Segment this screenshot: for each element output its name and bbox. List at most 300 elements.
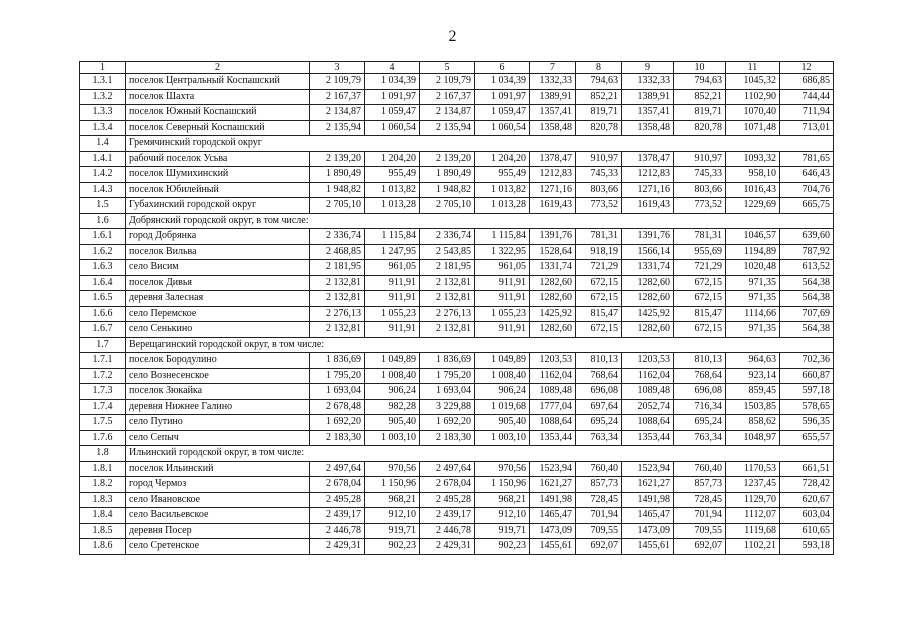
value-cell: 970,56 <box>365 461 420 477</box>
value-cell: 1048,97 <box>726 430 780 446</box>
value-cell: 721,29 <box>674 260 726 276</box>
value-cell: 686,85 <box>780 74 834 90</box>
value-cell: 852,21 <box>576 89 622 105</box>
value-cell: 2 678,04 <box>310 477 365 493</box>
value-cell: 701,94 <box>674 508 726 524</box>
row-id-cell: 1.7.1 <box>80 353 126 369</box>
value-cell: 1473,09 <box>622 523 674 539</box>
value-cell: 971,35 <box>726 291 780 307</box>
group-header-row <box>80 136 834 152</box>
value-cell: 1 013,28 <box>365 198 420 214</box>
table-row <box>80 120 834 136</box>
settlement-name-cell: город Добрянка <box>126 229 310 245</box>
value-cell: 2 132,81 <box>420 322 475 338</box>
value-cell: 768,64 <box>576 368 622 384</box>
value-cell: 1212,83 <box>622 167 674 183</box>
table-row <box>80 151 834 167</box>
value-cell: 564,38 <box>780 291 834 307</box>
value-cell: 2 446,78 <box>310 523 365 539</box>
value-cell: 968,21 <box>365 492 420 508</box>
value-cell: 1212,83 <box>530 167 576 183</box>
value-cell: 2 468,85 <box>310 244 365 260</box>
value-cell: 1777,04 <box>530 399 576 415</box>
value-cell: 2 429,31 <box>420 539 475 555</box>
table-row <box>80 291 834 307</box>
table-row <box>80 275 834 291</box>
table-row <box>80 353 834 369</box>
value-cell: 1114,66 <box>726 306 780 322</box>
value-cell: 709,55 <box>576 523 622 539</box>
value-cell: 1528,64 <box>530 244 576 260</box>
value-cell: 1 008,40 <box>365 368 420 384</box>
value-cell: 810,13 <box>576 353 622 369</box>
value-cell: 2 183,30 <box>310 430 365 446</box>
value-cell: 2 134,87 <box>310 105 365 121</box>
value-cell: 2 109,79 <box>310 74 365 90</box>
value-cell: 1271,16 <box>622 182 674 198</box>
value-cell: 1 836,69 <box>420 353 475 369</box>
column-number-cell: 4 <box>365 62 420 74</box>
column-number-cell: 12 <box>780 62 834 74</box>
row-id-cell: 1.3.2 <box>80 89 126 105</box>
value-cell: 773,52 <box>576 198 622 214</box>
value-cell: 1282,60 <box>530 322 576 338</box>
column-number-cell: 6 <box>475 62 530 74</box>
value-cell: 672,15 <box>576 291 622 307</box>
value-cell: 646,43 <box>780 167 834 183</box>
value-cell: 1088,64 <box>530 415 576 431</box>
value-cell: 923,14 <box>726 368 780 384</box>
value-cell: 1353,44 <box>530 430 576 446</box>
value-cell: 2 276,13 <box>420 306 475 322</box>
value-cell: 672,15 <box>576 322 622 338</box>
column-number-cell: 3 <box>310 62 365 74</box>
table-row <box>80 229 834 245</box>
column-number-cell: 8 <box>576 62 622 74</box>
value-cell: 701,94 <box>576 508 622 524</box>
value-cell: 2 705,10 <box>420 198 475 214</box>
value-cell: 955,69 <box>674 244 726 260</box>
settlement-name-cell: поселок Зюкайка <box>126 384 310 400</box>
value-cell: 961,05 <box>475 260 530 276</box>
value-cell: 919,71 <box>475 523 530 539</box>
value-cell: 1 204,20 <box>475 151 530 167</box>
row-id-cell: 1.4.3 <box>80 182 126 198</box>
value-cell: 1088,64 <box>622 415 674 431</box>
value-cell: 1045,32 <box>726 74 780 90</box>
settlement-name-cell: поселок Северный Коспашский <box>126 120 310 136</box>
row-id-cell: 1.4.2 <box>80 167 126 183</box>
value-cell: 2 109,79 <box>420 74 475 90</box>
value-cell: 1112,07 <box>726 508 780 524</box>
column-number-cell: 1 <box>80 62 126 74</box>
value-cell: 961,05 <box>365 260 420 276</box>
value-cell: 1 013,82 <box>475 182 530 198</box>
value-cell: 1 060,54 <box>475 120 530 136</box>
value-cell: 794,63 <box>576 74 622 90</box>
row-id-cell: 1.6.1 <box>80 229 126 245</box>
value-cell: 2 543,85 <box>420 244 475 260</box>
value-cell: 819,71 <box>674 105 726 121</box>
table-row <box>80 384 834 400</box>
settlement-name-cell: поселок Центральный Коспашский <box>126 74 310 90</box>
value-cell: 910,97 <box>576 151 622 167</box>
value-cell: 2 167,37 <box>420 89 475 105</box>
value-cell: 597,18 <box>780 384 834 400</box>
value-cell: 815,47 <box>576 306 622 322</box>
table-row <box>80 368 834 384</box>
settlement-name-cell: село Перемское <box>126 306 310 322</box>
value-cell: 1 693,04 <box>420 384 475 400</box>
value-cell: 781,65 <box>780 151 834 167</box>
value-cell: 1358,48 <box>530 120 576 136</box>
value-cell: 709,55 <box>674 523 726 539</box>
value-cell: 1 055,23 <box>365 306 420 322</box>
value-cell: 912,10 <box>365 508 420 524</box>
value-cell: 1 150,96 <box>475 477 530 493</box>
settlement-name-cell: село Ивановское <box>126 492 310 508</box>
table-row <box>80 306 834 322</box>
table-row <box>80 508 834 524</box>
value-cell: 1 013,82 <box>365 182 420 198</box>
row-id-cell: 1.6.5 <box>80 291 126 307</box>
value-cell: 911,91 <box>365 322 420 338</box>
value-cell: 620,67 <box>780 492 834 508</box>
value-cell: 857,73 <box>674 477 726 493</box>
value-cell: 911,91 <box>475 322 530 338</box>
value-cell: 1 060,54 <box>365 120 420 136</box>
value-cell: 1282,60 <box>622 322 674 338</box>
value-cell: 2 132,81 <box>310 275 365 291</box>
value-cell: 1170,53 <box>726 461 780 477</box>
settlement-name-cell: поселок Юбилейный <box>126 182 310 198</box>
group-header-row <box>80 446 834 462</box>
row-id-cell: 1.6.6 <box>80 306 126 322</box>
settlement-name-cell: город Чермоз <box>126 477 310 493</box>
value-cell: 971,35 <box>726 275 780 291</box>
value-cell: 3 229,88 <box>420 399 475 415</box>
row-id-cell: 1.8.2 <box>80 477 126 493</box>
value-cell: 1621,27 <box>530 477 576 493</box>
row-id-cell: 1.6.3 <box>80 260 126 276</box>
table-row <box>80 244 834 260</box>
value-cell: 1089,48 <box>622 384 674 400</box>
table-row <box>80 322 834 338</box>
value-cell: 1282,60 <box>622 291 674 307</box>
table-row <box>80 105 834 121</box>
value-cell: 1 204,20 <box>365 151 420 167</box>
settlement-name-cell: поселок Вильва <box>126 244 310 260</box>
settlement-name-cell: поселок Ильинский <box>126 461 310 477</box>
row-id-cell: 1.6 <box>80 213 126 229</box>
value-cell: 1 034,39 <box>365 74 420 90</box>
row-id-cell: 1.3.1 <box>80 74 126 90</box>
value-cell: 2 181,95 <box>310 260 365 276</box>
value-cell: 695,24 <box>674 415 726 431</box>
value-cell: 905,40 <box>475 415 530 431</box>
value-cell: 1 836,69 <box>310 353 365 369</box>
value-cell: 906,24 <box>365 384 420 400</box>
table-row <box>80 260 834 276</box>
settlement-name-cell: поселок Шумихинский <box>126 167 310 183</box>
value-cell: 2 336,74 <box>420 229 475 245</box>
settlement-name-cell: село Сепыч <box>126 430 310 446</box>
row-id-cell: 1.7 <box>80 337 126 353</box>
value-cell: 1357,41 <box>530 105 576 121</box>
column-number-cell: 5 <box>420 62 475 74</box>
value-cell: 919,71 <box>365 523 420 539</box>
value-cell: 971,35 <box>726 322 780 338</box>
value-cell: 1229,69 <box>726 198 780 214</box>
value-cell: 858,62 <box>726 415 780 431</box>
value-cell: 1203,53 <box>622 353 674 369</box>
value-cell: 2 276,13 <box>310 306 365 322</box>
value-cell: 760,40 <box>576 461 622 477</box>
settlement-name-cell: деревня Залесная <box>126 291 310 307</box>
value-cell: 1621,27 <box>622 477 674 493</box>
value-cell: 2 495,28 <box>420 492 475 508</box>
column-number-cell: 9 <box>622 62 674 74</box>
value-cell: 760,40 <box>674 461 726 477</box>
value-cell: 781,31 <box>674 229 726 245</box>
value-cell: 964,63 <box>726 353 780 369</box>
value-cell: 1 059,47 <box>365 105 420 121</box>
value-cell: 781,31 <box>576 229 622 245</box>
value-cell: 639,60 <box>780 229 834 245</box>
row-id-cell: 1.3.3 <box>80 105 126 121</box>
row-id-cell: 1.4.1 <box>80 151 126 167</box>
value-cell: 655,57 <box>780 430 834 446</box>
settlement-name-cell: поселок Южный Коспашский <box>126 105 310 121</box>
row-id-cell: 1.7.4 <box>80 399 126 415</box>
value-cell: 1 008,40 <box>475 368 530 384</box>
value-cell: 2 167,37 <box>310 89 365 105</box>
value-cell: 672,15 <box>674 275 726 291</box>
table-row <box>80 477 834 493</box>
value-cell: 982,28 <box>365 399 420 415</box>
value-cell: 815,47 <box>674 306 726 322</box>
value-cell: 910,97 <box>674 151 726 167</box>
value-cell: 1 059,47 <box>475 105 530 121</box>
value-cell: 911,91 <box>365 291 420 307</box>
table-row <box>80 74 834 90</box>
value-cell: 1 693,04 <box>310 384 365 400</box>
value-cell: 1455,61 <box>530 539 576 555</box>
value-cell: 2 139,20 <box>420 151 475 167</box>
value-cell: 1455,61 <box>622 539 674 555</box>
value-cell: 2 497,64 <box>310 461 365 477</box>
value-cell: 1162,04 <box>530 368 576 384</box>
value-cell: 692,07 <box>576 539 622 555</box>
value-cell: 1194,89 <box>726 244 780 260</box>
tariff-table <box>79 61 834 555</box>
table-row <box>80 167 834 183</box>
value-cell: 2 132,81 <box>420 275 475 291</box>
value-cell: 768,64 <box>674 368 726 384</box>
value-cell: 1391,76 <box>530 229 576 245</box>
column-number-cell: 2 <box>126 62 310 74</box>
value-cell: 728,45 <box>674 492 726 508</box>
settlement-name-cell: Губахинский городской округ <box>126 198 310 214</box>
table-row <box>80 198 834 214</box>
value-cell: 728,42 <box>780 477 834 493</box>
value-cell: 911,91 <box>475 275 530 291</box>
value-cell: 695,24 <box>576 415 622 431</box>
value-cell: 702,36 <box>780 353 834 369</box>
value-cell: 1071,48 <box>726 120 780 136</box>
value-cell: 911,91 <box>475 291 530 307</box>
value-cell: 958,10 <box>726 167 780 183</box>
value-cell: 773,52 <box>674 198 726 214</box>
value-cell: 1102,21 <box>726 539 780 555</box>
value-cell: 1523,94 <box>530 461 576 477</box>
row-id-cell: 1.8.5 <box>80 523 126 539</box>
value-cell: 1 150,96 <box>365 477 420 493</box>
column-number-cell: 11 <box>726 62 780 74</box>
row-id-cell: 1.6.4 <box>80 275 126 291</box>
value-cell: 1282,60 <box>530 291 576 307</box>
table-row <box>80 430 834 446</box>
row-id-cell: 1.4 <box>80 136 126 152</box>
value-cell: 716,34 <box>674 399 726 415</box>
table-row <box>80 523 834 539</box>
table-row <box>80 461 834 477</box>
value-cell: 1 034,39 <box>475 74 530 90</box>
value-cell: 970,56 <box>475 461 530 477</box>
row-id-cell: 1.5 <box>80 198 126 214</box>
value-cell: 596,35 <box>780 415 834 431</box>
value-cell: 803,66 <box>674 182 726 198</box>
table-row <box>80 182 834 198</box>
settlement-name-cell: поселок Шахта <box>126 89 310 105</box>
value-cell: 610,65 <box>780 523 834 539</box>
value-cell: 2 439,17 <box>420 508 475 524</box>
value-cell: 852,21 <box>674 89 726 105</box>
value-cell: 1020,48 <box>726 260 780 276</box>
value-cell: 1378,47 <box>622 151 674 167</box>
value-cell: 906,24 <box>475 384 530 400</box>
value-cell: 1 019,68 <box>475 399 530 415</box>
table-row <box>80 415 834 431</box>
value-cell: 763,34 <box>674 430 726 446</box>
value-cell: 1129,70 <box>726 492 780 508</box>
value-cell: 1 890,49 <box>310 167 365 183</box>
settlement-name-cell: село Сенькино <box>126 322 310 338</box>
row-id-cell: 1.8.3 <box>80 492 126 508</box>
value-cell: 857,73 <box>576 477 622 493</box>
value-cell: 1 091,97 <box>365 89 420 105</box>
value-cell: 707,69 <box>780 306 834 322</box>
settlement-name-cell: поселок Бородулино <box>126 353 310 369</box>
value-cell: 905,40 <box>365 415 420 431</box>
value-cell: 1 692,20 <box>420 415 475 431</box>
value-cell: 564,38 <box>780 322 834 338</box>
value-cell: 1237,45 <box>726 477 780 493</box>
row-id-cell: 1.8.6 <box>80 539 126 555</box>
value-cell: 1 322,95 <box>475 244 530 260</box>
value-cell: 1357,41 <box>622 105 674 121</box>
value-cell: 1391,76 <box>622 229 674 245</box>
value-cell: 728,45 <box>576 492 622 508</box>
value-cell: 1046,57 <box>726 229 780 245</box>
value-cell: 672,15 <box>674 291 726 307</box>
value-cell: 661,51 <box>780 461 834 477</box>
value-cell: 744,44 <box>780 89 834 105</box>
value-cell: 2 134,87 <box>420 105 475 121</box>
value-cell: 665,75 <box>780 198 834 214</box>
value-cell: 1523,94 <box>622 461 674 477</box>
column-number-cell: 7 <box>530 62 576 74</box>
value-cell: 2 439,17 <box>310 508 365 524</box>
value-cell: 1491,98 <box>530 492 576 508</box>
settlement-name-cell: поселок Дивья <box>126 275 310 291</box>
value-cell: 1 948,82 <box>420 182 475 198</box>
row-id-cell: 1.7.6 <box>80 430 126 446</box>
value-cell: 1 049,89 <box>475 353 530 369</box>
value-cell: 1162,04 <box>622 368 674 384</box>
value-cell: 1 049,89 <box>365 353 420 369</box>
value-cell: 1425,92 <box>622 306 674 322</box>
row-id-cell: 1.6.2 <box>80 244 126 260</box>
value-cell: 578,65 <box>780 399 834 415</box>
value-cell: 819,71 <box>576 105 622 121</box>
value-cell: 1089,48 <box>530 384 576 400</box>
value-cell: 1119,68 <box>726 523 780 539</box>
value-cell: 697,64 <box>576 399 622 415</box>
value-cell: 911,91 <box>365 275 420 291</box>
row-id-cell: 1.3.4 <box>80 120 126 136</box>
value-cell: 1491,98 <box>622 492 674 508</box>
value-cell: 1 115,84 <box>365 229 420 245</box>
value-cell: 1358,48 <box>622 120 674 136</box>
value-cell: 1619,43 <box>530 198 576 214</box>
settlement-name-cell: село Путино <box>126 415 310 431</box>
value-cell: 2052,74 <box>622 399 674 415</box>
value-cell: 2 183,30 <box>420 430 475 446</box>
value-cell: 692,07 <box>674 539 726 555</box>
value-cell: 2 139,20 <box>310 151 365 167</box>
settlement-name-cell: деревня Нижнее Галино <box>126 399 310 415</box>
value-cell: 713,01 <box>780 120 834 136</box>
value-cell: 2 132,81 <box>310 322 365 338</box>
value-cell: 721,29 <box>576 260 622 276</box>
value-cell: 1 055,23 <box>475 306 530 322</box>
value-cell: 902,23 <box>365 539 420 555</box>
value-cell: 2 446,78 <box>420 523 475 539</box>
table-row <box>80 539 834 555</box>
value-cell: 1282,60 <box>530 275 576 291</box>
value-cell: 1 091,97 <box>475 89 530 105</box>
value-cell: 1389,91 <box>622 89 674 105</box>
value-cell: 1102,90 <box>726 89 780 105</box>
settlement-name-cell: село Сретенское <box>126 539 310 555</box>
value-cell: 1 013,28 <box>475 198 530 214</box>
row-id-cell: 1.7.5 <box>80 415 126 431</box>
value-cell: 2 135,94 <box>420 120 475 136</box>
value-cell: 2 181,95 <box>420 260 475 276</box>
value-cell: 745,33 <box>576 167 622 183</box>
settlement-name-cell: село Васильевское <box>126 508 310 524</box>
value-cell: 1331,74 <box>622 260 674 276</box>
settlement-name-cell: село Висим <box>126 260 310 276</box>
value-cell: 1566,14 <box>622 244 674 260</box>
group-title-cell: Верещагинский городской округ, в том числе: <box>126 337 834 353</box>
value-cell: 1389,91 <box>530 89 576 105</box>
value-cell: 820,78 <box>674 120 726 136</box>
value-cell: 696,08 <box>674 384 726 400</box>
settlement-name-cell: деревня Посер <box>126 523 310 539</box>
table-row <box>80 89 834 105</box>
